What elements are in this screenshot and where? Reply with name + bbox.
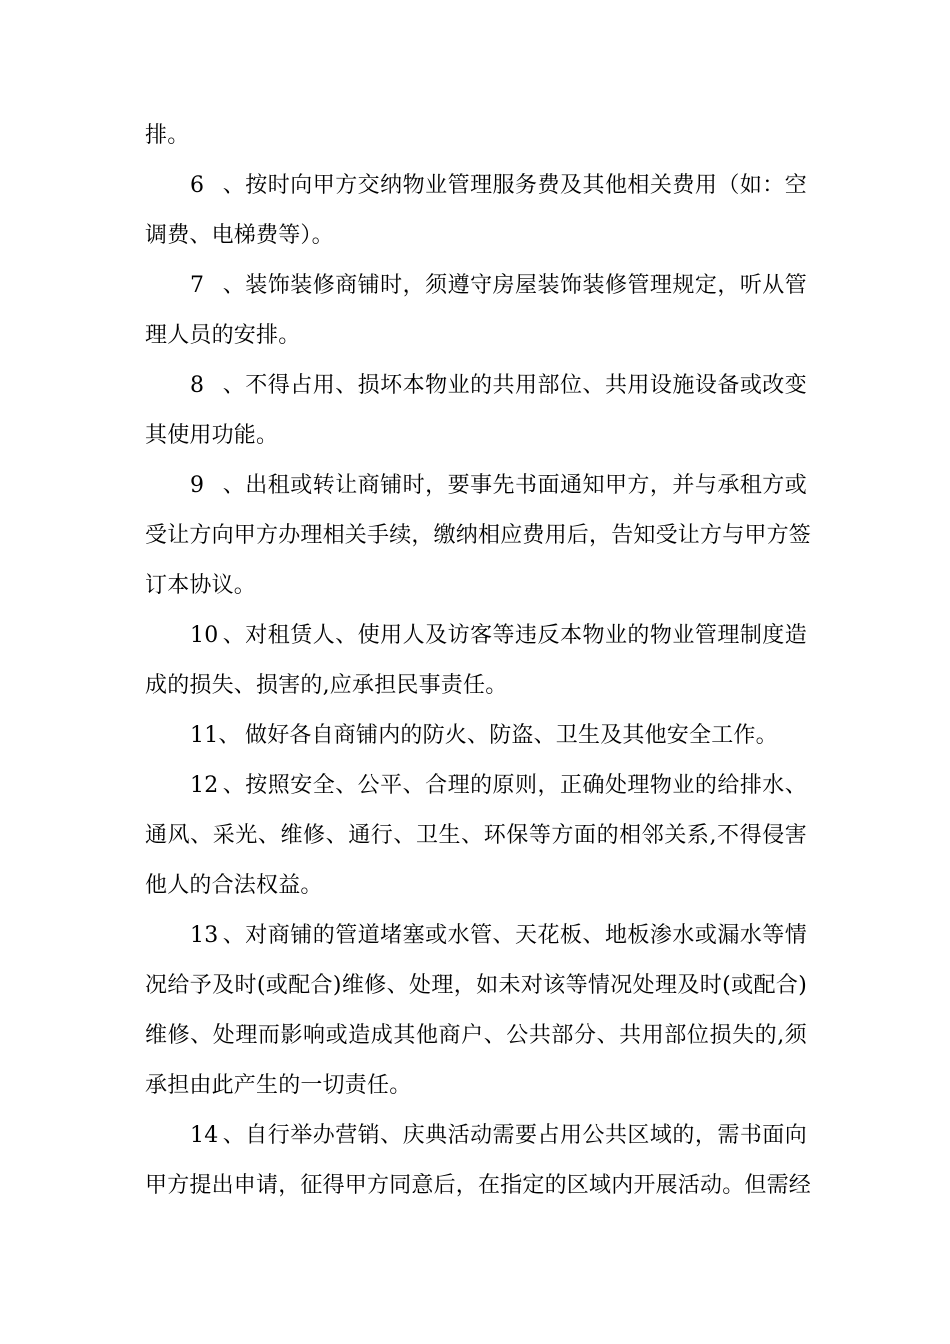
line-text: 调费、电梯费等）。: [145, 223, 334, 248]
text-line: [145, 520, 812, 552]
clause-number: 14、: [190, 1123, 245, 1148]
line-text: 订本协议。: [145, 573, 257, 598]
clause-number: 12、: [190, 773, 245, 798]
line-text: 成的损失、损害的,应承担民事责任。: [145, 673, 508, 698]
text-line: [145, 670, 807, 702]
line-text: 受让方向甲方办理相关手续，缴纳相应费用后，告知受让方与甲方签: [145, 523, 812, 548]
clause-text: 对租赁人、使用人及访客等违反本物业的物业管理制度造: [245, 623, 807, 648]
line-text: 其使用功能。: [145, 423, 279, 448]
clause-number: 10、: [190, 623, 245, 648]
line-text: 通风、采光、维修、通行、卫生、环保等方面的相邻关系,不得侵害: [145, 823, 807, 848]
clause-14: [190, 1120, 807, 1152]
line-text: 排。: [145, 123, 190, 148]
text-line: [145, 320, 807, 352]
text-line: [145, 570, 807, 602]
text-line: [145, 420, 807, 452]
clause-9: [190, 470, 807, 502]
clause-text: 出租或转让商铺时，要事先书面通知甲方，并与承租方或: [245, 473, 807, 498]
text-line: [145, 870, 807, 902]
clause-text: 装饰装修商铺时，须遵守房屋装饰装修管理规定，听从管: [245, 273, 807, 298]
clause-number: 9、: [190, 473, 245, 498]
text-line: [145, 1070, 807, 1102]
clause-number: 13、: [190, 923, 245, 948]
line-text: 况给予及时(或配合)维修、处理，如未对该等情况处理及时(或配合): [145, 973, 807, 998]
text-line: [145, 220, 807, 252]
text-line: [145, 820, 807, 852]
text-line: [145, 970, 807, 1002]
clause-text: 对商铺的管道堵塞或水管、天花板、地板渗水或漏水等情: [245, 923, 807, 948]
clause-number: 7、: [190, 273, 245, 298]
clause-6: [190, 170, 807, 202]
clause-10: [190, 620, 807, 652]
line-text: 甲方提出申请，征得甲方同意后，在指定的区域内开展活动。但需经: [145, 1173, 812, 1198]
clause-number: 8、: [190, 373, 245, 398]
line-text: 维修、处理而影响或造成其他商户、公共部分、共用部位损失的,须: [145, 1023, 807, 1048]
clause-number: 6、: [190, 173, 245, 198]
clause-12: [190, 770, 807, 802]
clause-8: [190, 370, 807, 402]
line-text: 他人的合法权益。: [145, 873, 323, 898]
clause-text: 不得占用、损坏本物业的共用部位、共用设施设备或改变: [245, 373, 807, 398]
clause-text: 自行举办营销、庆典活动需要占用公共区域的，需书面向: [245, 1123, 807, 1148]
text-line: [145, 120, 807, 152]
clause-text: 按照安全、公平、合理的原则，正确处理物业的给排水、: [245, 773, 807, 798]
clause-number: 11、: [190, 723, 241, 748]
line-text: 承担由此产生的一切责任。: [145, 1073, 412, 1098]
clause-11: [190, 720, 807, 752]
line-text: 理人员的安排。: [145, 323, 301, 348]
clause-7: [190, 270, 807, 302]
clause-text: 做好各自商铺内的防火、防盗、卫生及其他安全工作。: [245, 723, 778, 748]
text-line: [145, 1020, 807, 1052]
clause-text: 按时向甲方交纳物业管理服务费及其他相关费用（如：空: [245, 173, 807, 198]
clause-13: [190, 920, 807, 952]
text-line: [145, 1170, 812, 1202]
